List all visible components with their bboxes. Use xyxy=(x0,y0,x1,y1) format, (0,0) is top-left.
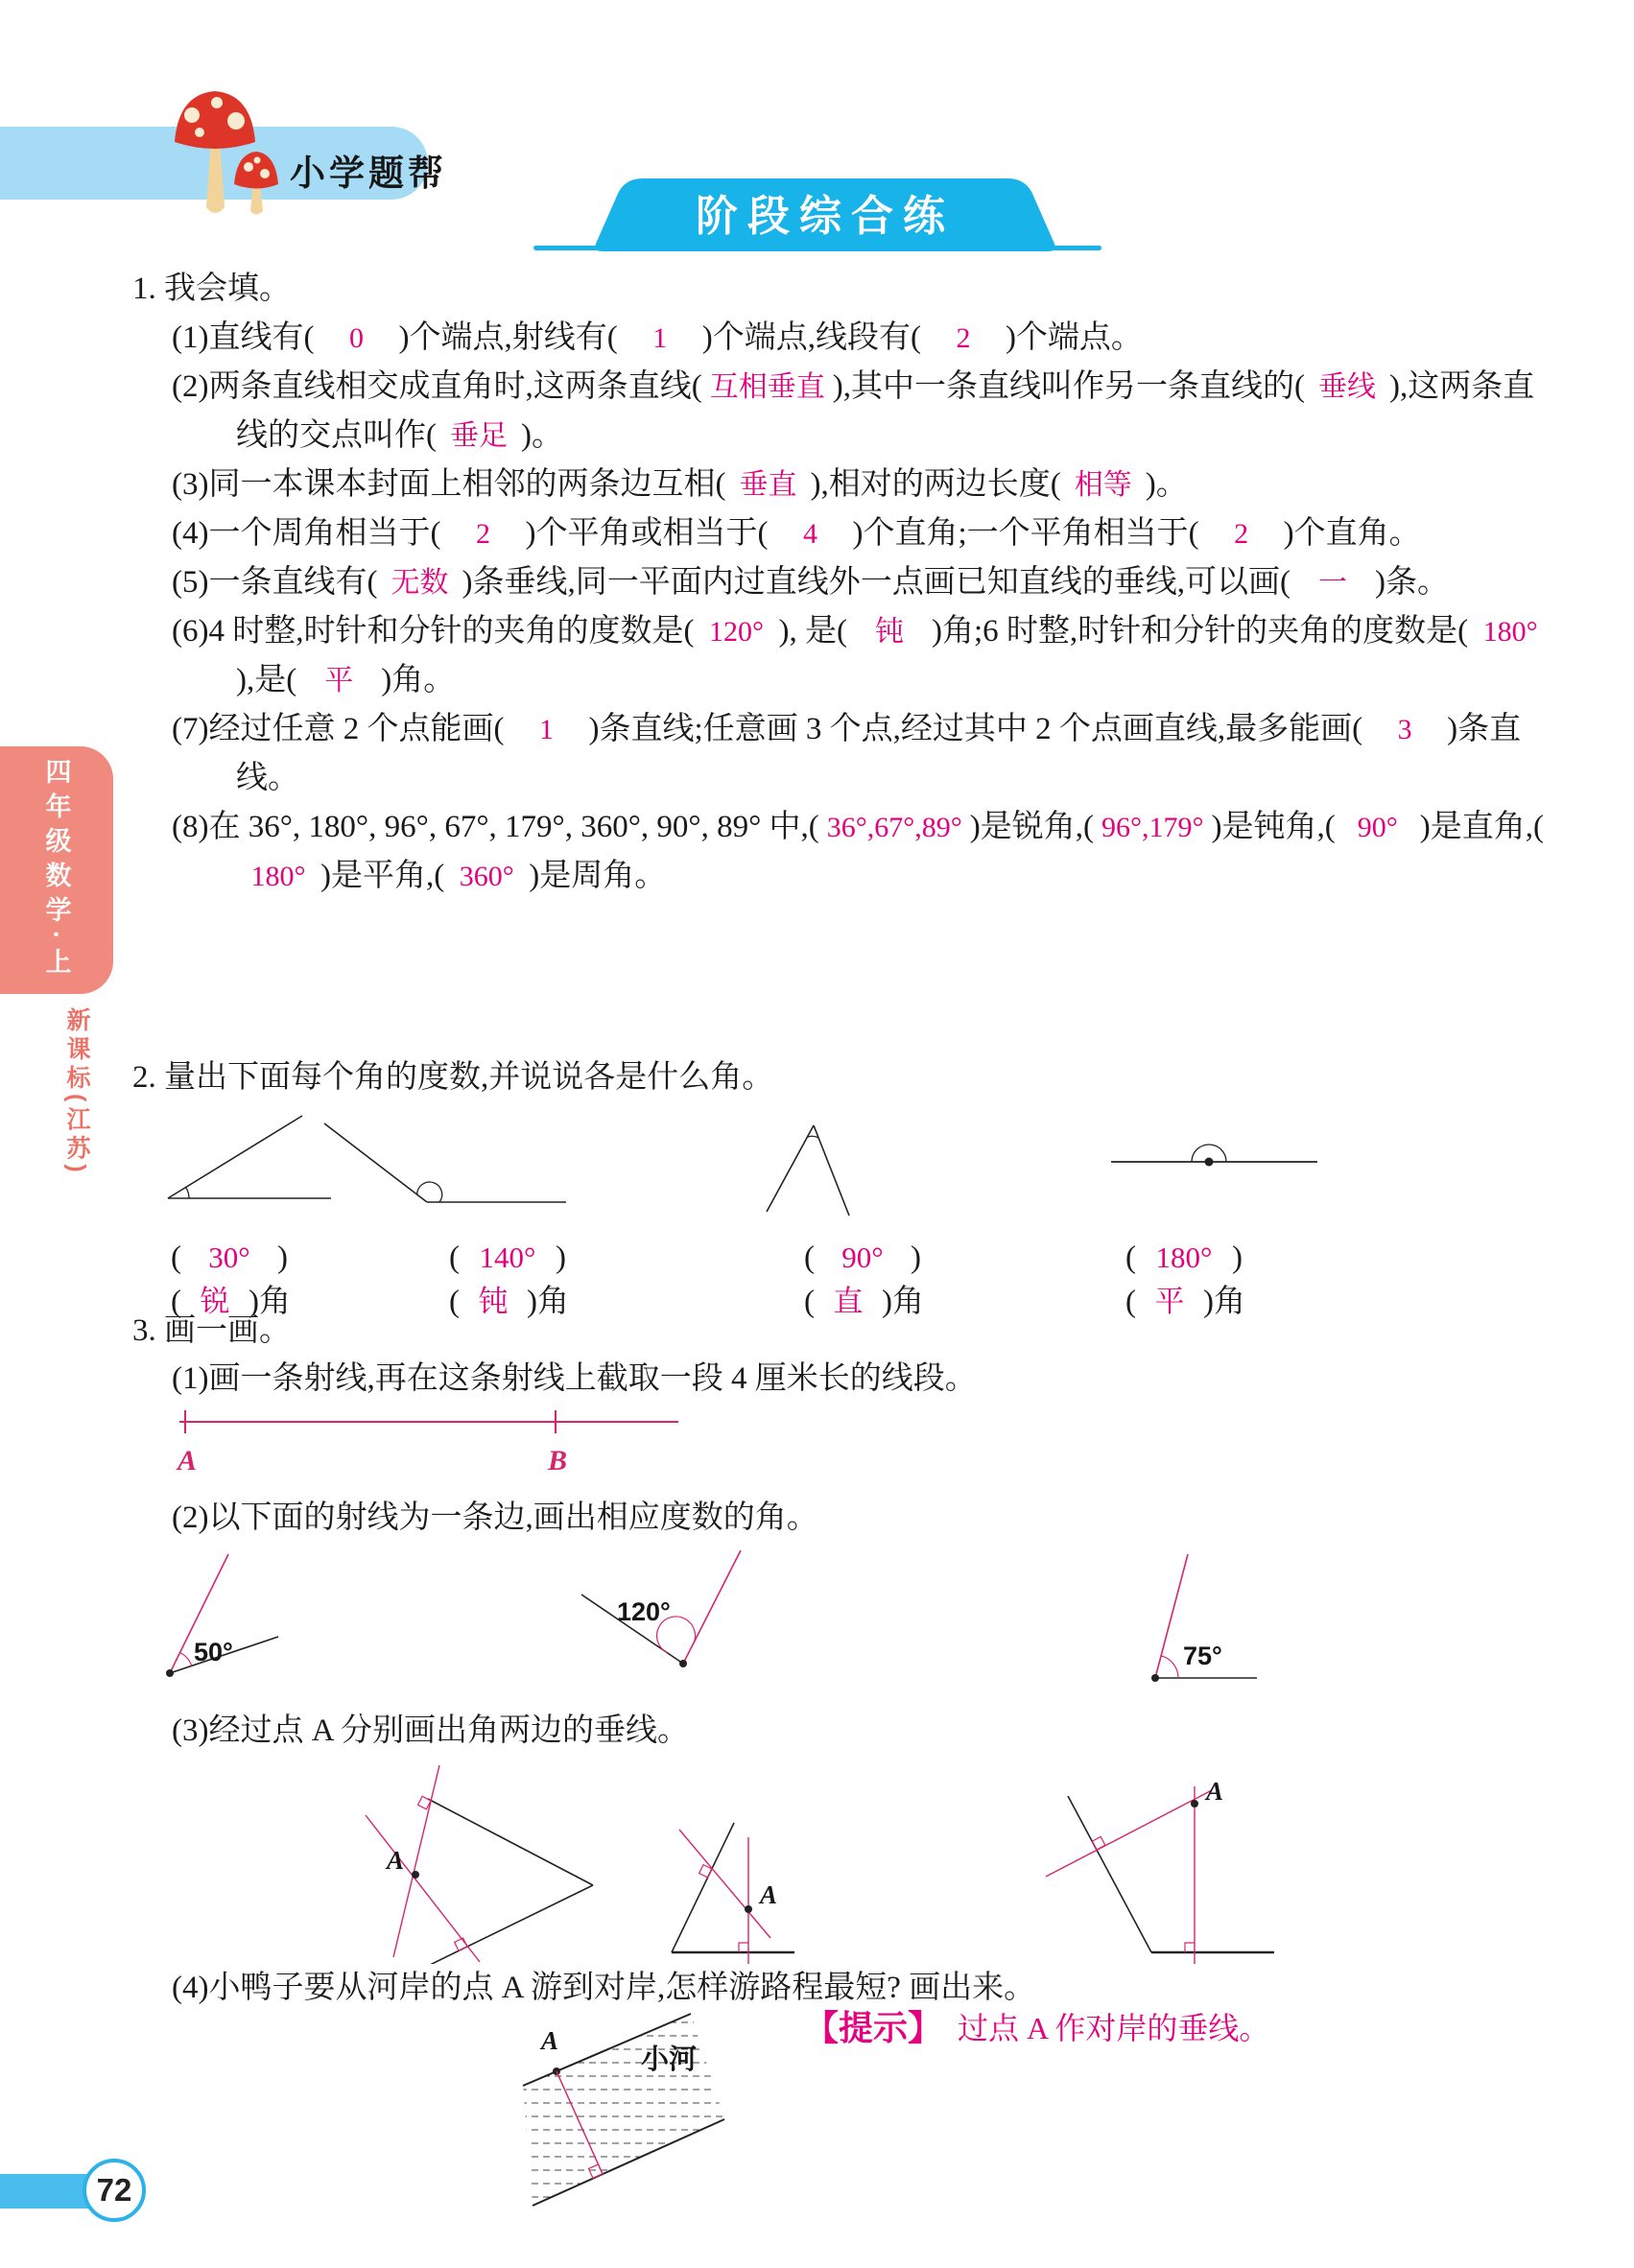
perpendicular-figure-2 xyxy=(672,1823,794,1964)
question-1 xyxy=(132,265,1562,901)
q1-item-1: (1)直线有( 0 )个端点,射线有( 1 )个端点,线段有( 2 )个端点。 xyxy=(132,314,1562,363)
point-a-label: A xyxy=(760,1880,778,1909)
brand-logo-text: 小学题帮 xyxy=(290,154,447,193)
angle-120-figure xyxy=(581,1550,741,1667)
page-number: 72 xyxy=(96,2172,132,2208)
q3-perpendicular-figures xyxy=(132,1758,1504,1964)
angle-75-label: 75° xyxy=(1183,1642,1222,1670)
answer-blank: 垂足 xyxy=(450,420,508,452)
q1-item-8: (8)在 36°, 180°, 96°, 67°, 179°, 360°, 90°, 89° 中,( 36°,67°,89° )是锐角,( 96°,179° )是钝角,( 90° )是直角,(180° )是平角,( 360° )是周角。 xyxy=(132,803,1562,901)
q1-item-3: (3)同一本课本封面上相邻的两条边互相( 垂直 ),相对的两边长度( 相等 )。 xyxy=(132,461,1562,509)
q1-item-6: (6)4 时整,时针和分针的夹角的度数是( 120° ), 是( 钝 )角;6 时整,时针和分针的夹角的度数是( 180°),是( 平 )角。 xyxy=(132,607,1562,705)
angle-120-label: 120° xyxy=(617,1597,671,1626)
q2-degree-answer-4: ( 180° ) xyxy=(1125,1240,1243,1275)
answer-blank: 360° xyxy=(459,861,514,892)
answer-blank: 2 xyxy=(956,322,971,354)
q3-item-1-text: (1)画一条射线,再在这条射线上截取一段 4 厘米长的线段。 xyxy=(172,1361,977,1396)
answer-blank: 一 xyxy=(1317,567,1347,599)
q2-type-answer-1: ( 锐 )角 xyxy=(171,1285,291,1319)
answer-blank: 无数 xyxy=(391,567,449,599)
hint-tag: 【提示】 xyxy=(804,2008,943,2047)
mushrooms-icon xyxy=(161,81,292,232)
point-a-label: A xyxy=(541,2026,559,2055)
answer-blank: 1 xyxy=(652,322,668,354)
question-1-title: 1. 我会填。 xyxy=(132,272,291,306)
answer-blank: 2 xyxy=(475,518,490,550)
q3-item-4-text: (4)小鸭子要从河岸的点 A 游到对岸,怎样游路程最短? 画出来。 xyxy=(172,1971,1036,2005)
answer-blank: 90° xyxy=(1357,812,1398,843)
q2-degree-answers-row xyxy=(132,1233,1562,1277)
perpendicular-figure-3 xyxy=(1046,1777,1274,1964)
perpendicular-figure-1 xyxy=(366,1765,593,1964)
q1-item-7: (7)经过任意 2 个点能画( 1 )条直线;任意画 3 个点,经过其中 2 个点画直线,最多能画( 3 )条直线。 xyxy=(132,705,1562,803)
point-b-label: B xyxy=(548,1445,568,1477)
river-label: 小河 xyxy=(641,2044,698,2075)
q2-degree-answer-2: ( 140° ) xyxy=(449,1240,566,1275)
section-title: 阶段综合练 xyxy=(696,193,955,240)
answer-blank: 96°,179° xyxy=(1101,812,1204,843)
answer-blank: 1 xyxy=(538,714,554,745)
q2-type-answer-3: ( 直 )角 xyxy=(804,1285,924,1319)
right-angle-figure xyxy=(767,1125,849,1216)
answer-blank: 互相垂直 xyxy=(709,371,825,403)
question-3-title: 3. 画一画。 xyxy=(132,1313,291,1348)
q1-item-2: (2)两条直线相交成直角时,这两条直线( 互相垂直 ),其中一条直线叫作另一条直线的( 垂线 ),这两条直线的交点叫作( 垂足 )。 xyxy=(132,363,1562,461)
answer-blank: 0 xyxy=(348,322,364,354)
angle-75-figure xyxy=(1151,1554,1257,1682)
q2-type-answer-2: ( 钝 )角 xyxy=(449,1285,569,1319)
question-2 xyxy=(132,1053,1562,1321)
answer-blank: 120° xyxy=(708,616,764,648)
angle-50-label: 50° xyxy=(194,1638,233,1666)
hint-row xyxy=(804,2001,1269,2050)
hint-text: 过点 A 作对岸的垂线。 xyxy=(958,2011,1270,2045)
answer-blank: 2 xyxy=(1234,518,1249,550)
q2-type-answer-4: ( 平 )角 xyxy=(1125,1285,1245,1319)
q1-item-5: (5)一条直线有( 无数 )条垂线,同一平面内过直线外一点画已知直线的垂线,可以画( 一 )条。 xyxy=(132,558,1562,607)
acute-angle-figure xyxy=(168,1116,331,1198)
sidebar-grade-badge xyxy=(0,746,113,994)
angle-50-figure xyxy=(166,1554,278,1677)
sidebar-standard-label: 新课标(江苏) xyxy=(63,1007,90,1177)
answer-blank: 钝 xyxy=(874,616,904,648)
q3-ray-ab-figure xyxy=(172,1401,709,1492)
q3-item-2-text: (2)以下面的射线为一条边,画出相应度数的角。 xyxy=(172,1500,818,1535)
straight-angle-figure xyxy=(1111,1145,1317,1167)
q3-river-figure xyxy=(499,2009,758,2215)
q2-type-answers-row xyxy=(132,1277,1562,1321)
answer-blank: 垂线 xyxy=(1317,371,1376,403)
answer-blank: 4 xyxy=(802,518,817,550)
q2-angle-figures xyxy=(132,1102,1504,1217)
answer-blank: 180° xyxy=(250,861,306,892)
point-a-label: A xyxy=(178,1445,198,1477)
point-a-label: A xyxy=(386,1846,404,1875)
page-number-badge xyxy=(83,2159,146,2222)
answer-blank: 垂直 xyxy=(739,469,797,501)
point-a-label: A xyxy=(1206,1777,1224,1806)
q2-degree-answer-3: ( 90° ) xyxy=(804,1240,921,1275)
q2-degree-answer-1: ( 30° ) xyxy=(171,1240,288,1275)
q1-item-4: (4)一个周角相当于( 2 )个平角或相当于( 4 )个直角;一个平角相当于( 2 )个直角。 xyxy=(132,509,1562,558)
sidebar-grade-label: 四年级数学·上 xyxy=(41,758,71,982)
obtuse-angle-figure xyxy=(324,1123,566,1202)
question-2-title: 2. 量出下面每个角的度数,并说说各是什么角。 xyxy=(132,1060,774,1095)
section-banner xyxy=(593,175,1057,253)
answer-blank: 3 xyxy=(1397,714,1412,745)
answer-blank: 36°,67°,89° xyxy=(826,812,962,843)
q3-draw-angles-figures xyxy=(132,1542,1504,1707)
answer-blank: 180° xyxy=(1482,616,1538,648)
answer-blank: 相等 xyxy=(1074,469,1132,501)
q3-item-3-text: (3)经过点 A 分别画出角两边的垂线。 xyxy=(172,1713,689,1748)
answer-blank: 平 xyxy=(324,665,354,697)
